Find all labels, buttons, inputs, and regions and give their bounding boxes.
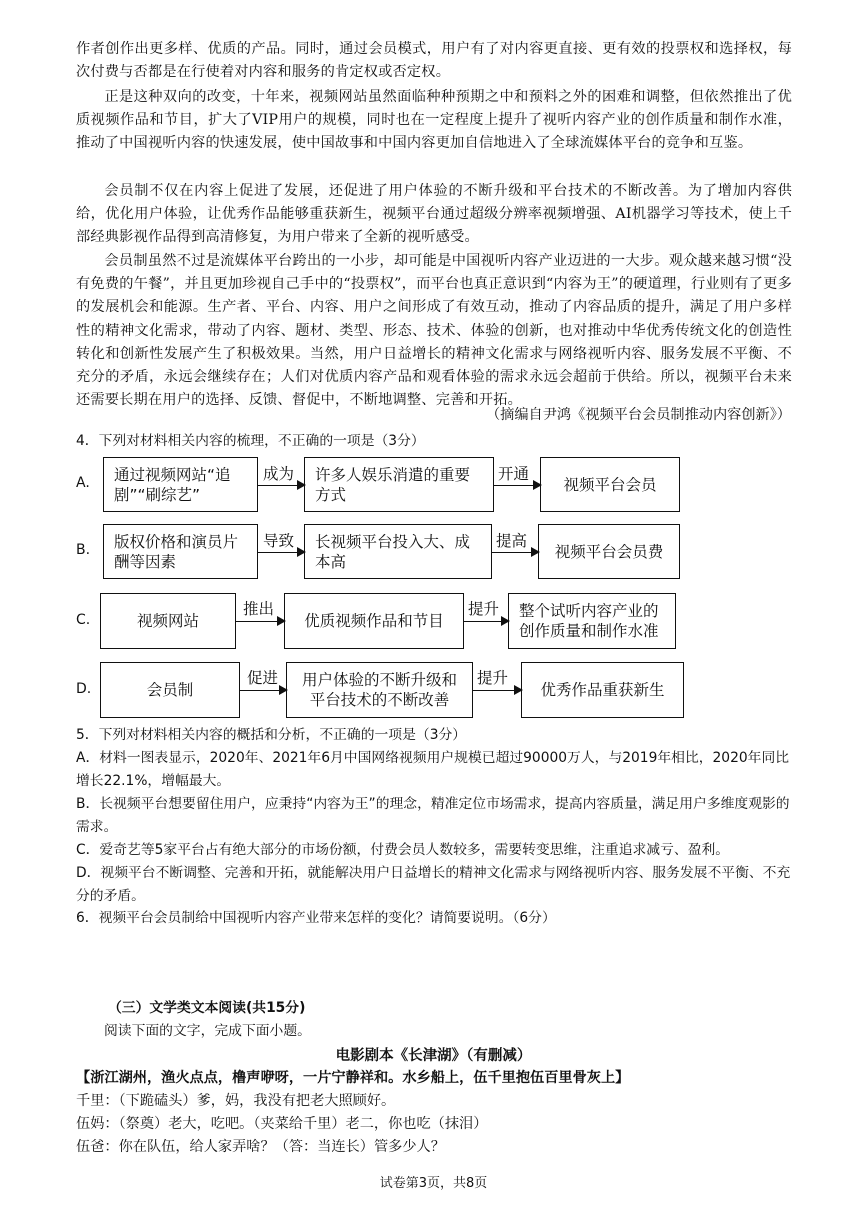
question-5-option-b: B．长视频平台想要留住用户，应秉持“内容为王”的理念，精准定位市场需求，提高内容质量，满足用户多维度观影的需求。	[76, 796, 790, 835]
script-title: 电影剧本《长津湖》（有删减）	[335, 1047, 532, 1064]
option-b-box-1: 版权价格和演员片酬等因素	[103, 524, 258, 579]
page-footer: 试卷第3页，共8页	[379, 1176, 488, 1191]
option-d-verb-1: 促进	[247, 669, 279, 687]
option-c-box-3: 整个试听内容产业的创作质量和制作水准	[508, 593, 676, 649]
script-line-3: 伍爸：你在队伍，给人家弄啥？（答：当连长）管多少人？	[76, 1139, 445, 1155]
option-c-verb-1: 推出	[243, 600, 275, 618]
option-c-arrow-2	[464, 621, 508, 622]
passage-source: （摘编自尹鸿《视频平台会员制推动内容创新》）	[485, 407, 791, 423]
option-d-verb-2: 提升	[477, 669, 509, 687]
option-d-letter: D.	[76, 681, 92, 697]
stage-direction: 【浙江湖州，渔火点点，橹声咿呀，一片宁静祥和。水乡船上，伍千里抱伍百里骨灰上】	[76, 1070, 630, 1086]
option-c-box-2: 优质视频作品和节目	[284, 593, 464, 649]
option-b-arrow-1	[258, 552, 304, 553]
script-line-2: 伍妈：（祭奠）老大，吃吧。（夹菜给千里）老二，你也吃（抹泪）	[76, 1116, 488, 1132]
paragraph-2: 正是这种双向的改变，十年来，视频网站虽然面临种种预期之中和预料之外的困难和调整，但依然推出了优质视频作品和节目，扩大了VIP用户的规模，同时也在一定程度上提升了视听内容产业的创作质量和制作水准，推动了中国视听内容的快速发展，使中国故事和中国内容更加自信地进入了全球流媒体平台的竞争和互鉴。	[76, 89, 792, 152]
option-d-box-3: 优秀作品重获新生	[521, 662, 684, 718]
paragraph-1: 作者创作出更多样、优质的产品。同时，通过会员模式，用户有了对内容更直接、更有效的投票权和选择权，每次付费与否都是在行使着对内容和服务的肯定权或否定权。	[76, 41, 792, 81]
question-5-option-c: C．爱奇艺等5家平台占有绝大部分的市场份额，付费会员人数较多，需要转变思维，注重追求减亏、盈利。	[76, 842, 730, 858]
option-a-box-3: 视频平台会员	[540, 457, 680, 512]
question-5-option-a: A．材料一图表显示，2020年、2021年6月中国网络视频用户规模已超过90000万人，与2019年相比，2020年同比增长22.1%，增幅最大。	[76, 750, 790, 789]
paragraph-4: 会员制虽然不过是流媒体平台跨出的一小步，却可能是中国视听内容产业迈进的一大步。观众越来越习惯“没有免费的午餐”，并且更加珍视自己手中的“投票权”，而平台也真正意识到“内容为王”的硬道理，行业则有了更多的发展机会和能源。生产者、平台、内容、用户之间形成了有效互动，推动了内容品质的提升，满足了用户多样性的精神文化需求，带动了内容、题材、类型、形态、技术、体验的创新，也对推动中华优秀传统文化的创造性转化和创新性发展产生了积极效果。当然，用户日益增长的精神文化需求与网络视听内容、服务发展不平衡、不充分的矛盾，永远会继续存在；人们对优质内容产品和观看体验的需求永远会超前于供给。所以，视频平台未来还需要长期在用户的选择、反馈、督促中，不断地调整、完善和开拓。	[76, 253, 792, 409]
option-a-letter: A.	[76, 475, 90, 491]
option-b-verb-1: 导致	[263, 532, 295, 550]
option-b-verb-2: 提高	[496, 532, 528, 550]
option-d-arrow-1	[240, 690, 286, 691]
option-a-arrow-2	[494, 485, 540, 486]
option-d-box-1: 会员制	[100, 662, 240, 718]
option-c-letter: C.	[76, 612, 91, 628]
script-line-1: 千里：（下跪磕头）爹，妈，我没有把老大照顾好。	[76, 1093, 396, 1109]
option-b-box-2: 长视频平台投入大、成本高	[304, 524, 492, 579]
question-6-stem: 6．视频平台会员制给中国视听内容产业带来怎样的变化？请简要说明。（6分）	[76, 910, 556, 926]
question-4-stem: 4．下列对材料相关内容的梳理，不正确的一项是（3分）	[76, 433, 425, 449]
option-a-box-2: 许多人娱乐消遣的重要方式	[304, 457, 494, 512]
option-c-box-1: 视频网站	[100, 593, 236, 649]
section-3-instruction: 阅读下面的文字，完成下面小题。	[104, 1023, 311, 1039]
option-b-box-3: 视频平台会员费	[538, 524, 680, 579]
question-5-stem: 5．下列对材料相关内容的概括和分析，不正确的一项是（3分）	[76, 727, 467, 743]
question-5-option-d: D．视频平台不断调整、完善和开拓，就能解决用户日益增长的精神文化需求与网络视听内容、服务发展不平衡、不充分的矛盾。	[76, 865, 791, 904]
section-3-heading: （三）文学类文本阅读(共15分)	[108, 1000, 306, 1016]
option-a-verb-2: 开通	[498, 465, 530, 483]
option-b-letter: B.	[76, 542, 91, 558]
option-c-verb-2: 提升	[468, 600, 500, 618]
option-a-verb-1: 成为	[263, 465, 295, 483]
option-d-arrow-2	[473, 690, 521, 691]
paragraph-3: 会员制不仅在内容上促进了发展，还促进了用户体验的不断升级和平台技术的不断改善。为了增加内容供给，优化用户体验，让优秀作品能够重获新生，视频平台通过超级分辨率视频增强、AI机器学习等技术，使上千部经典影视作品得到高清修复，为用户带来了全新的视听感受。	[76, 183, 792, 246]
option-d-box-2: 用户体验的不断升级和平台技术的不断改善	[286, 662, 473, 718]
option-a-box-1: 通过视频网站“追剧”“刷综艺”	[103, 457, 258, 512]
option-a-arrow-1	[258, 485, 304, 486]
option-b-arrow-2	[492, 552, 538, 553]
option-c-arrow-1	[236, 621, 284, 622]
